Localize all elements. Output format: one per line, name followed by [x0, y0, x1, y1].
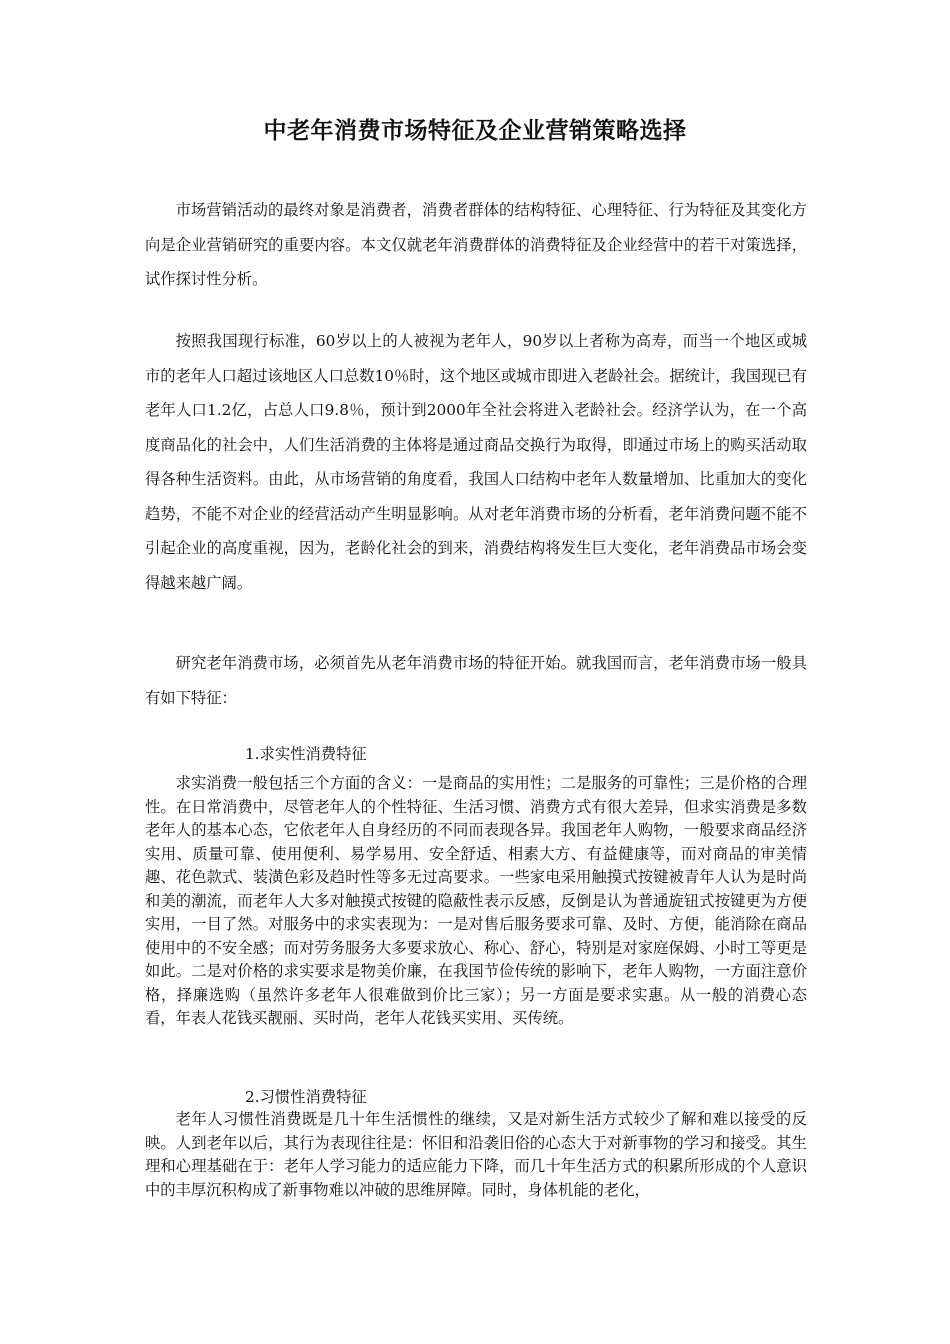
background-paragraph: 按照我国现行标准，60岁以上的人被视为老年人，90岁以上者称为高寿，而当一个地区或城市的老年人口超过该地区人口总数10％时，这个地区或城市即进入老龄社会。据统计，我国现已有老年人口1.2亿，占总人口9.8％，预计到2000年全社会将进入老龄社会。经济学认为，在一个高度商品化的社会中，人们生活消费的主体将是通过商品交换行为取得，即通过市场上的购买活动取得各种生活资料。由此，从市场营销的角度看，我国人口结构中老年人数量增加、比重加大的变化趋势，不能不对企业的经营活动产生明显影响。从对老年消费市场的分析看，老年消费问题不能不引起企业的高度重视，因为，老龄化社会的到来，消费结构将发生巨大变化，老年消费品市场会变得越来越广阔。 — [145, 332, 807, 592]
section-heading-practical: 1.求实性消费特征 — [245, 745, 367, 763]
section-heading-habitual: 2.习惯性消费特征 — [245, 1088, 367, 1106]
document-title: 中老年消费市场特征及企业营销策略选择 — [263, 118, 687, 144]
intro-paragraph: 市场营销活动的最终对象是消费者，消费者群体的结构特征、心理特征、行为特征及其变化方向是企业营销研究的重要内容。本文仅就老年消费群体的消费特征及企业经营中的若干对策选择，试作探讨性分析。 — [145, 201, 807, 288]
section-body-habitual: 老年人习惯性消费既是几十年生活惯性的继续，又是对新生活方式较少了解和难以接受的反映。人到老年以后，其行为表现往往是：怀旧和沿袭旧俗的心态大于对新事物的学习和接受。其生理和心理基础在于：老年人学习能力的适应能力下降，而几十年生活方式的积累所形成的个人意识中的丰厚沉积构成了新事物难以冲破的思维屏障。同时，身体机能的老化， — [145, 1110, 807, 1199]
section-body-practical: 求实消费一般包括三个方面的含义：一是商品的实用性；二是服务的可靠性；三是价格的合理性。在日常消费中，尽管老年人的个性特征、生活习惯、消费方式有很大差异，但求实消费是多数老年人的基本心态，它依老年人自身经历的不同而表现各异。我国老年人购物，一般要求商品经济实用、质量可靠、使用便利、易学易用、安全舒适、相素大方、有益健康等，而对商品的审美情趣、花色款式、装潢色彩及趋时性等多无过高要求。一些家电采用触摸式按键被青年人认为是时尚和美的潮流，而老年人大多对触摸式按键的隐蔽性表示反感，反倒是认为普通旋钮式按键更为方便实用，一目了然。对服务中的求实表现为：一是对售后服务要求可靠、及时、方便，能消除在商品使用中的不安全感；而对劳务服务大多要求放心、称心、舒心，特别是对家庭保姆、小时工等更是如此。二是对价格的求实要求是物美价廉，在我国节俭传统的影响下，老年人购物，一方面注意价格，择廉选购（虽然许多老年人很难做到价比三家）；另一方面是要求实惠。从一般的消费心态看，年表人花钱买靓丽、买时尚，老年人花钱买实用、买传统。 — [145, 774, 807, 1027]
features-intro-paragraph: 研究老年消费市场，必须首先从老年消费市场的特征开始。就我国而言，老年消费市场一般具有如下特征： — [145, 654, 807, 707]
